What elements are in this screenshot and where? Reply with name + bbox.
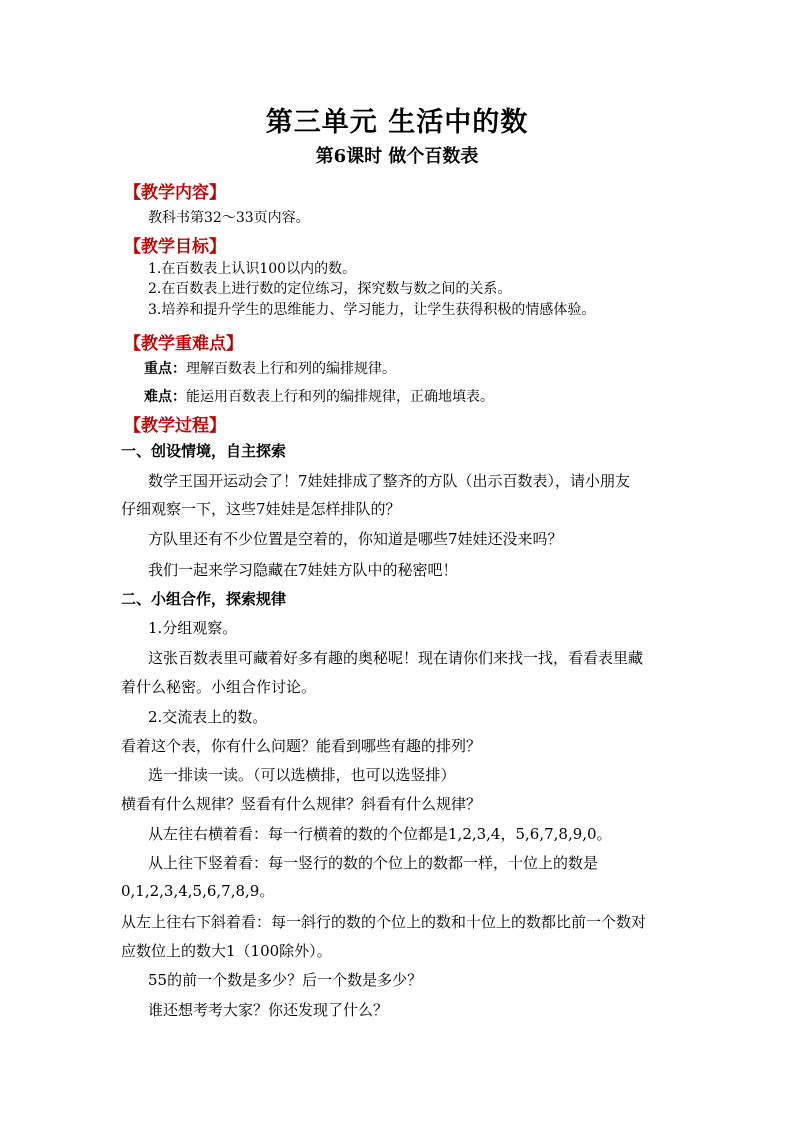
step-label: 2.交流表上的数。 [148,708,268,726]
section-heading-process: 【教学过程】 [124,416,226,436]
key-point-label: 重点： [144,361,186,377]
section-heading-objectives: 【教学目标】 [124,237,226,257]
paragraph-text: 方队里还有不少位置是空着的，你知道是哪些7娃娃还没来吗？ [148,530,563,548]
paragraph-text: 从上往下竖着看：每一竖行的数的个位上的数都一样，十位上的数是 [148,854,599,872]
paragraph-text: 0,1,2,3,4,5,6,7,8,9。 [121,882,275,900]
paragraph-text: 看着这个表，你有什么问题？能看到哪些有趣的排列？ [121,737,482,755]
paragraph-text: 我们一起来学习隐藏在7娃娃方队中的秘密吧！ [148,561,458,579]
section-heading-content: 【教学内容】 [124,183,226,203]
content-text: 教科书第32～33页内容。 [148,210,310,226]
step-label: 1.分组观察。 [148,619,238,637]
objective-item: 2.在百数表上进行数的定位练习，探究数与数之间的关系。 [148,281,512,297]
lesson-subtitle: 第6课时 做个百数表 [315,146,479,167]
objective-item: 1.在百数表上认识100以内的数。 [148,261,357,277]
paragraph-text: 55的前一个数是多少？后一个数是多少？ [148,971,423,989]
difficult-point-label: 难点： [144,389,186,405]
difficult-point [144,386,494,406]
paragraph-text: 从左往右横着看：每一行横着的数的个位都是1,2,3,4，5,6,7,8,9,0。 [148,825,612,843]
paragraph-text: 这张百数表里可藏着好多有趣的奥秘呢！现在请你们来找一找，看看表里藏 [148,649,644,667]
paragraph-text: 横看有什么规律？竖看有什么规律？斜看有什么规律？ [121,795,482,813]
difficult-point-text: 能运用百数表上行和列的编排规律，正确地填表。 [186,389,494,405]
paragraph-text: 数学王国开运动会了！7娃娃排成了整齐的方队（出示百数表），请小朋友 [148,472,631,490]
paragraph-text: 应数位上的数大1（100除外）。 [121,942,332,960]
paragraph-text: 谁还想考考大家？你还发现了什么？ [148,1001,389,1019]
paragraph-text: 从左上往右下斜着看：每一斜行的数的个位上的数和十位上的数都比前一个数对 [121,913,647,931]
part2-heading: 二、小组合作，探索规律 [121,590,287,608]
paragraph-text: 仔细观察一下，这些7娃娃是怎样排队的？ [121,500,401,518]
objective-item: 3.培养和提升学生的思维能力、学习能力，让学生获得积极的情感体验。 [148,302,596,318]
page-title: 第三单元 生活中的数 [265,107,529,138]
paragraph-text: 着什么秘密。小组合作讨论。 [121,678,317,696]
section-heading-keypoints: 【教学重难点】 [124,334,243,354]
paragraph-text: 选一排读一读。（可以选横排，也可以选竖排） [148,766,456,784]
key-point-text: 理解百数表上行和列的编排规律。 [186,361,396,377]
key-point [144,358,396,378]
part1-heading: 一、创设情境，自主探索 [121,442,287,460]
